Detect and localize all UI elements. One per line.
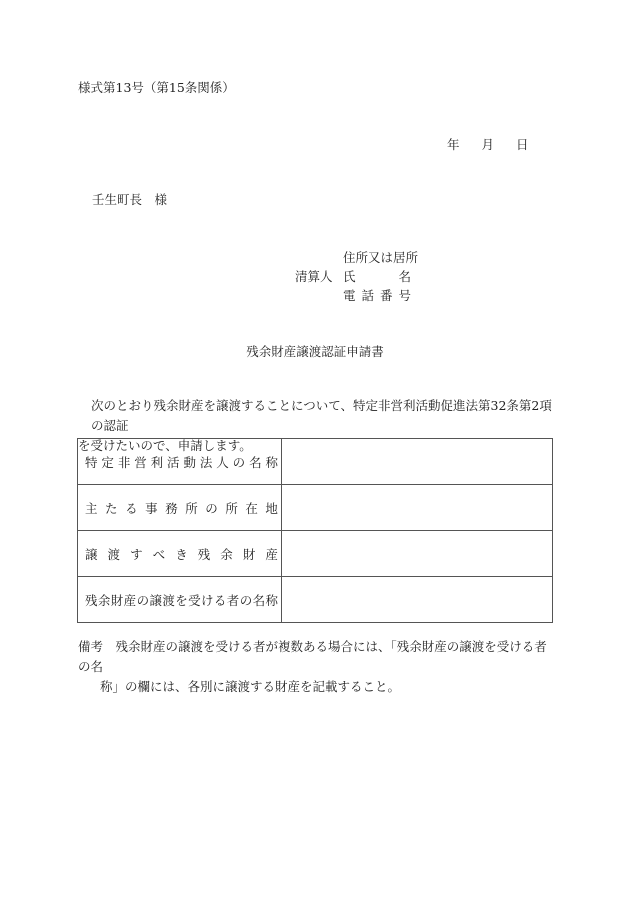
label-org-name: 特 定 非 営 利 活 動 法 人 の 名 称 bbox=[85, 454, 278, 470]
label-property: 譲 渡 す べ き 残 余 財 産 bbox=[85, 546, 278, 562]
addressee: 壬生町長 様 bbox=[92, 192, 168, 207]
row-value-property[interactable] bbox=[282, 531, 553, 577]
phone-label: 電 話 番 号 bbox=[343, 287, 411, 303]
date-month-label: 月 bbox=[481, 137, 495, 152]
remarks-line-1: 備考 残余財産の譲渡を受ける者が複数ある場合には、「残余財産の譲渡を受ける者の名 bbox=[78, 639, 547, 674]
applicant-address-row bbox=[295, 248, 419, 267]
row-value-office-address[interactable] bbox=[282, 485, 553, 531]
label-recipient-name: 残 余 財 産 の 譲 渡 を 受 け る 者 の 名 称 bbox=[85, 592, 278, 608]
applicant-name-row bbox=[295, 267, 411, 286]
table-row bbox=[78, 531, 553, 577]
document-title: 残余財産譲渡認証申請書 bbox=[246, 344, 384, 359]
remarks bbox=[78, 637, 558, 697]
row-value-org-name[interactable] bbox=[282, 439, 553, 485]
row-value-recipient-name[interactable] bbox=[282, 577, 553, 623]
body-line-2: を受けたいので、申請します。 bbox=[78, 438, 252, 453]
row-label bbox=[78, 531, 282, 577]
date-day-label: 日 bbox=[516, 137, 529, 152]
row-label bbox=[78, 439, 282, 485]
remarks-line-2: 称」の欄には、各別に譲渡する財産を記載すること。 bbox=[100, 679, 401, 694]
body-line-1: 次のとおり残余財産を譲渡することについて、特定非営利活動促進法第32条第2項の認証 bbox=[91, 398, 552, 433]
date-line bbox=[447, 137, 529, 153]
form-number: 様式第13号（第15条関係） bbox=[78, 80, 235, 95]
name-label: 氏 名 bbox=[343, 268, 411, 284]
applicant-phone-row bbox=[295, 286, 411, 305]
row-label bbox=[78, 577, 282, 623]
row-label bbox=[78, 485, 282, 531]
applicant-role: 清算人 bbox=[295, 268, 333, 284]
table-row bbox=[78, 485, 553, 531]
table-row bbox=[78, 439, 553, 485]
date-year-label: 年 bbox=[447, 137, 460, 152]
applicant-block bbox=[295, 248, 419, 305]
info-table bbox=[77, 438, 553, 623]
label-office-address: 主 た る 事 務 所 の 所 在 地 bbox=[85, 500, 278, 516]
table-row bbox=[78, 577, 553, 623]
address-label: 住所又は居所 bbox=[343, 249, 419, 265]
